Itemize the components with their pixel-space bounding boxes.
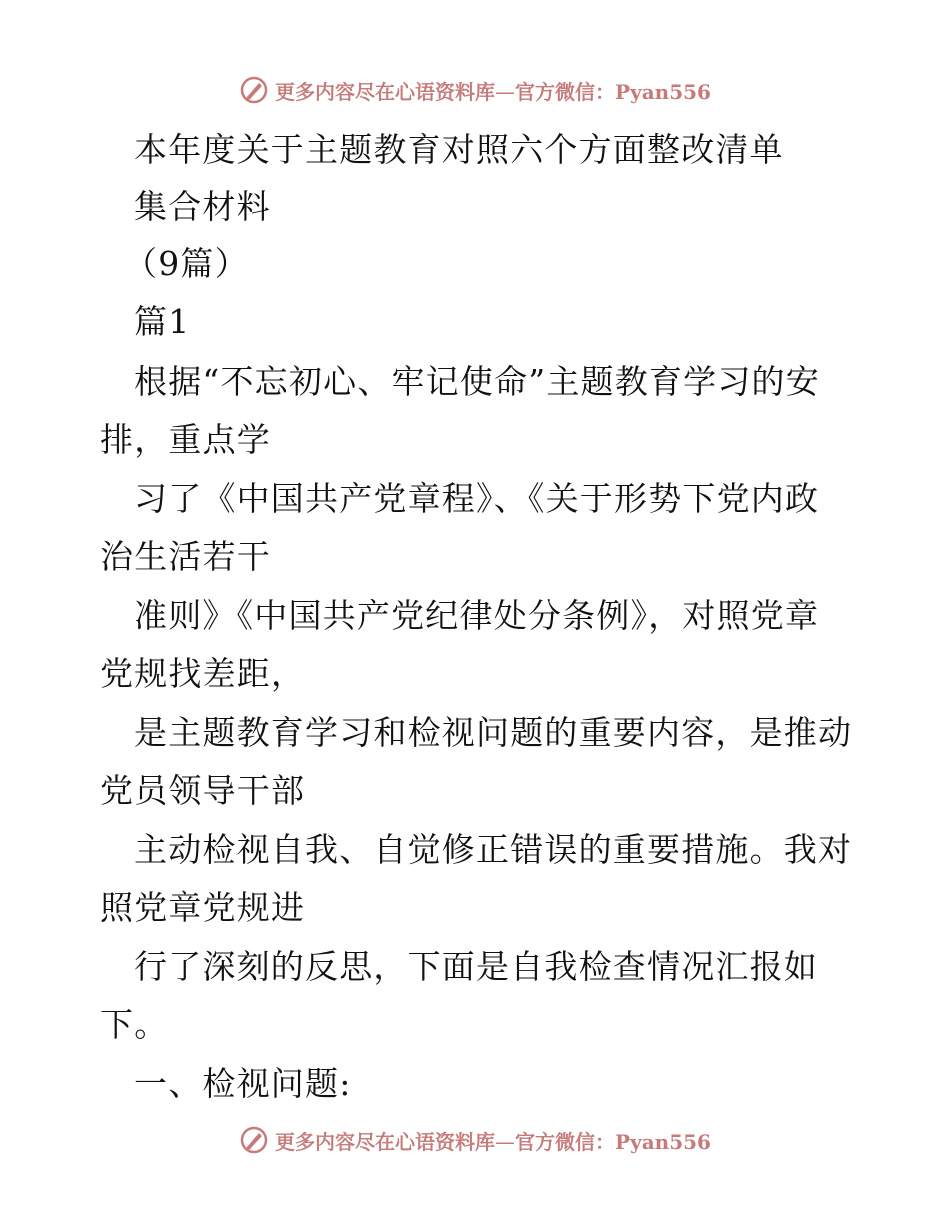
pen-logo-icon [239,75,269,105]
watermark-text: 更多内容尽在心语资料库—官方微信：Pyan556 [275,79,711,104]
document-title-line-2: 集合材料 [134,187,271,226]
section-heading: 一、检视问题: [134,1064,352,1103]
body-line: 治生活若干 [100,537,271,576]
body-line: 根据“不忘初心、牢记使命”主题教育学习的安 [134,362,820,401]
body-line: 下。 [100,1005,169,1044]
body-line: 主动检视自我、自觉修正错误的重要措施。我对 [134,830,853,869]
section-label: 篇1 [134,302,191,341]
body-line: 是主题教育学习和检视问题的重要内容，是推动 [134,713,853,752]
footer-watermark-banner [0,1120,950,1160]
body-line: 准则》《中国共产党纪律处分条例》，对照党章 [134,596,820,635]
body-line: 党员领导干部 [100,771,306,810]
body-line: 习了《中国共产党章程》、《关于形势下党内政 [134,479,820,518]
pen-logo-icon [239,1125,269,1155]
body-line: 行了深刻的反思，下面是自我检查情况汇报如 [134,947,818,986]
watermark-text: 更多内容尽在心语资料库—官方微信：Pyan556 [275,1129,711,1154]
body-line: 党规找差距， [100,654,306,693]
document-count: （9篇） [124,244,249,283]
header-watermark-banner [0,70,950,110]
body-line: 排，重点学 [100,420,271,459]
body-line: 照党章党规进 [100,888,306,927]
document-title-line-1: 本年度关于主题教育对照六个方面整改清单 [134,130,784,169]
